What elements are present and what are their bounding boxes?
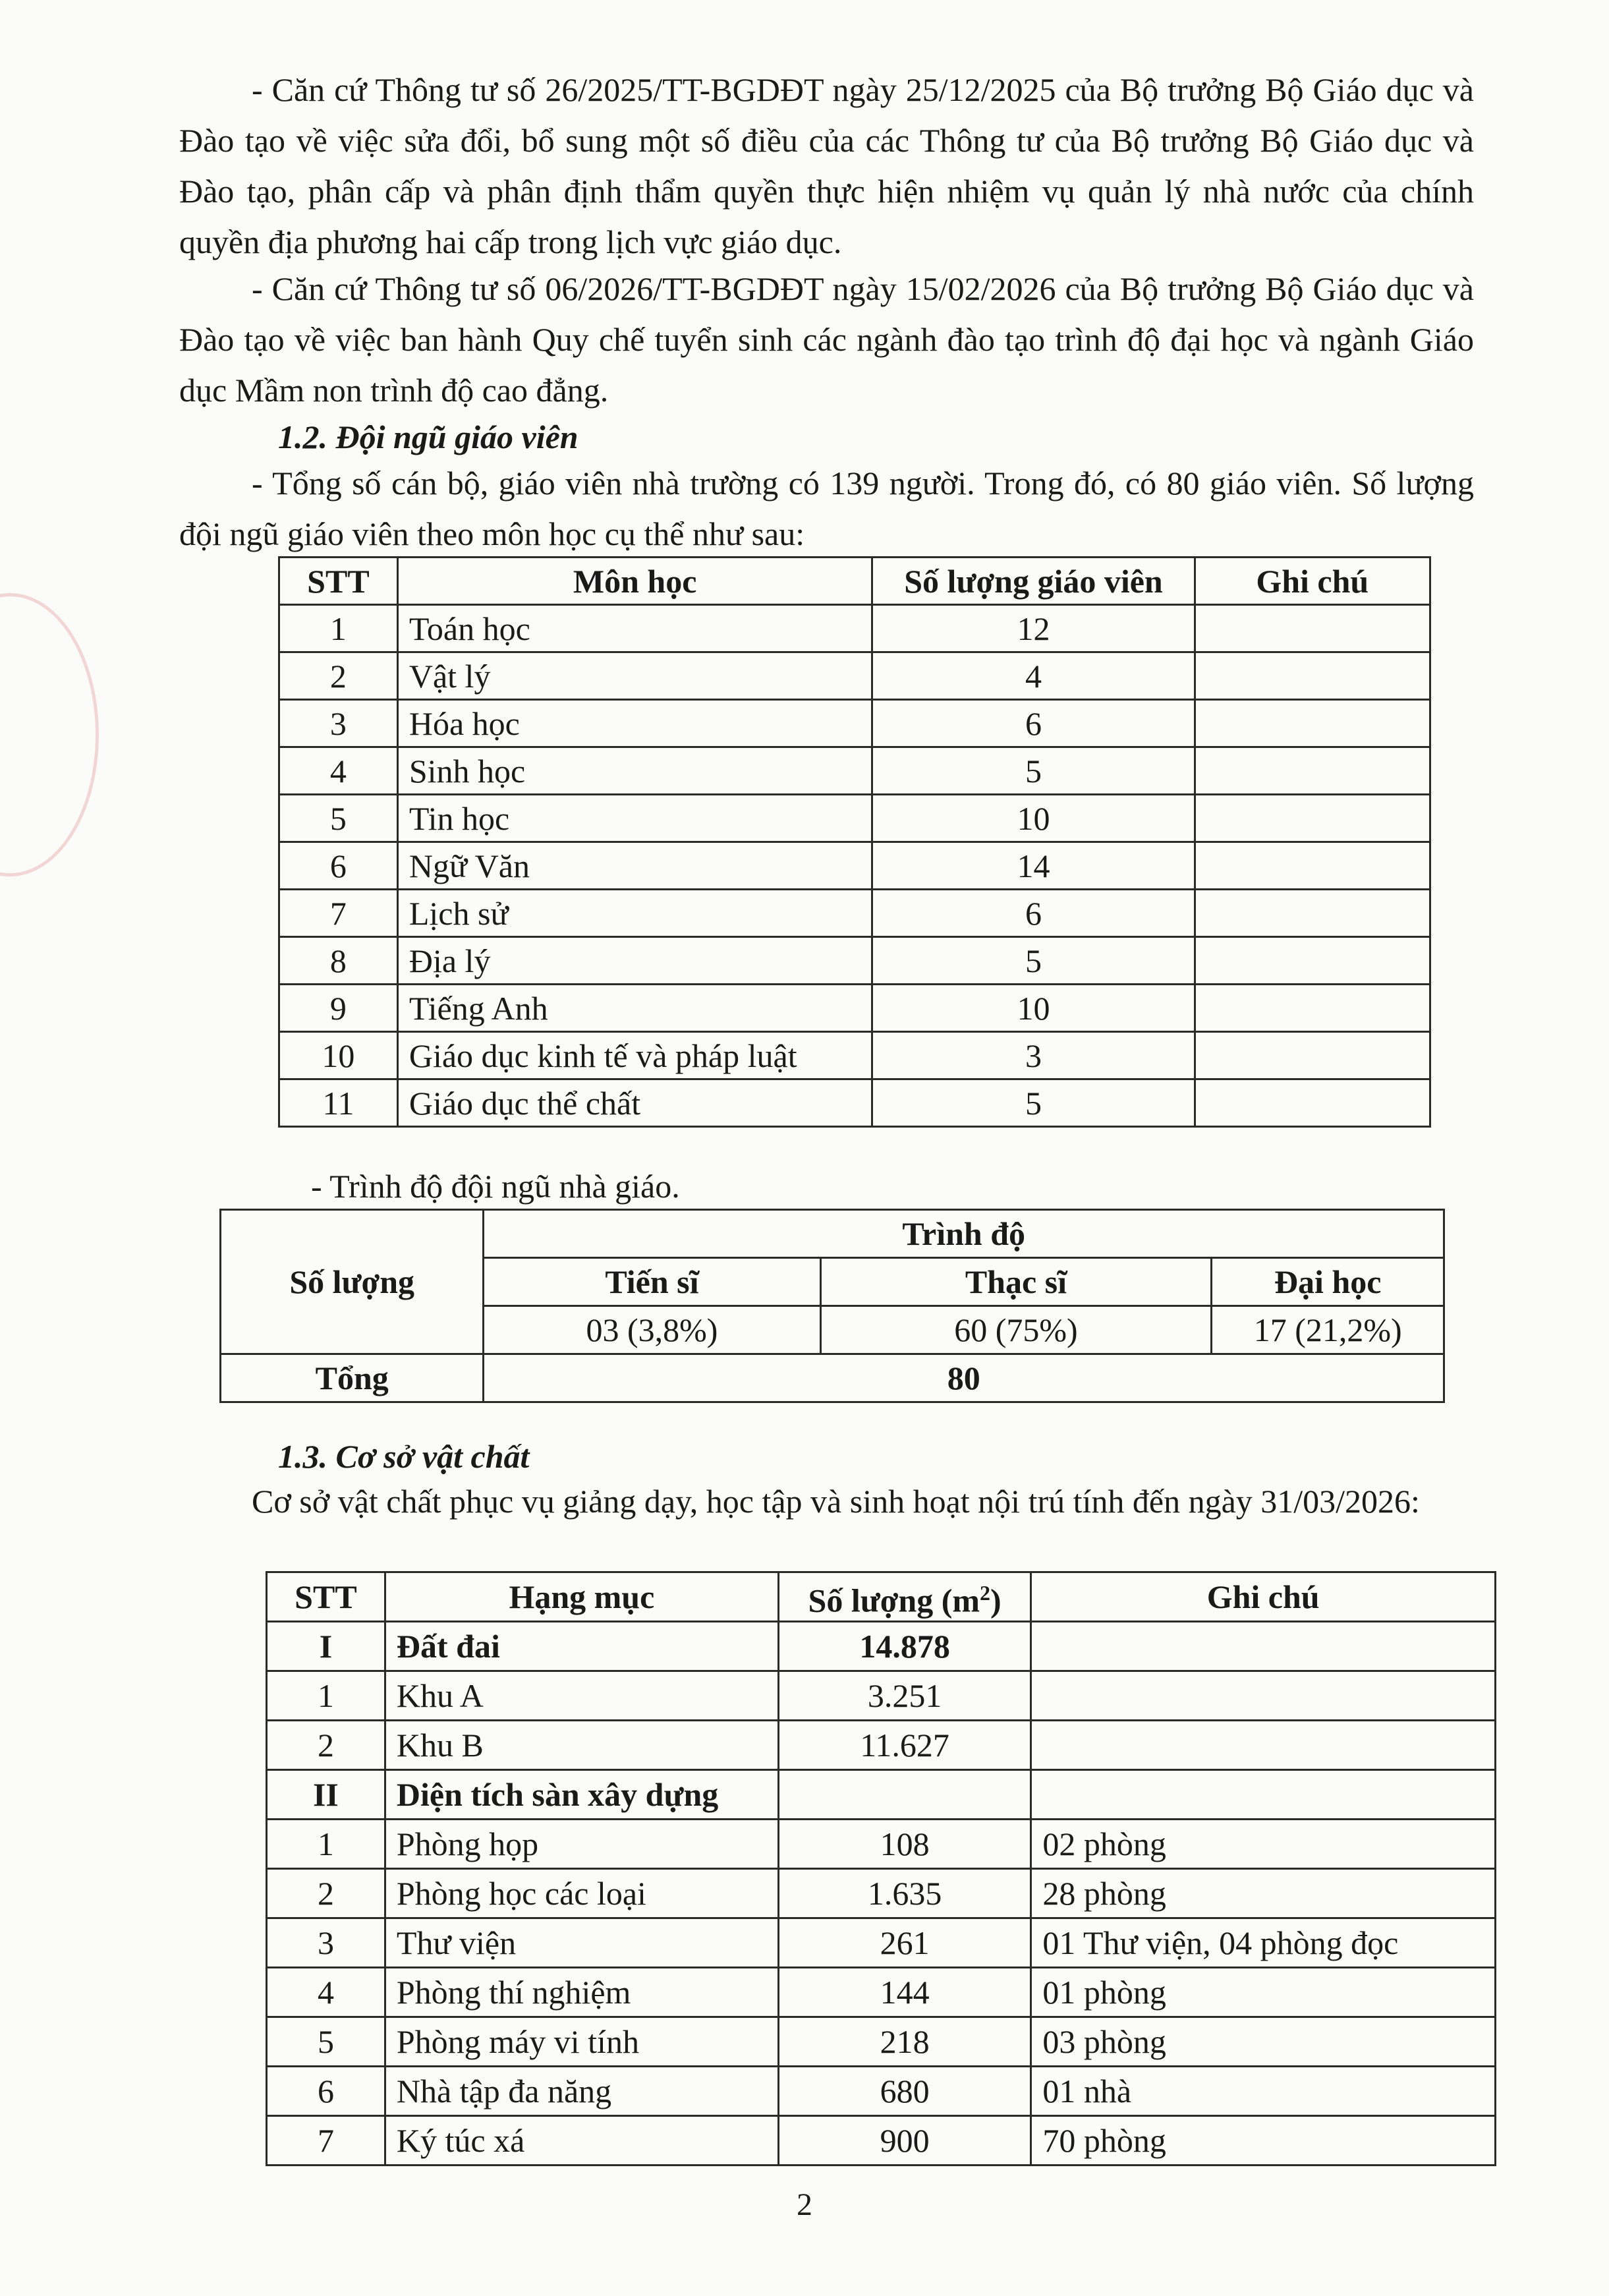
table-row [279,890,1430,937]
cell-stt: 6 [279,842,398,890]
cell-stt: 10 [279,1032,398,1079]
table-row [267,2116,1496,2166]
qualification-group-label: Trình độ [484,1210,1444,1258]
header-note: Ghi chú [1195,558,1430,605]
table-header-row [267,1572,1496,1622]
cell-subject: Sinh học [397,747,872,795]
cell-stt: 2 [267,1721,385,1770]
cell-area: 680 [778,2067,1030,2116]
cell-stt: 11 [279,1079,398,1127]
qualification-table [219,1209,1445,1403]
value-master: 60 (75%) [820,1306,1212,1354]
table-row [221,1354,1444,1402]
cell-subject: Giáo dục kinh tế và pháp luật [397,1032,872,1079]
cell-note [1195,1032,1430,1079]
table-row [279,652,1430,700]
qualification-intro: - Trình độ đội ngũ nhà giáo. [311,1168,680,1205]
cell-item: Khu B [385,1721,778,1770]
table-row [279,842,1430,890]
cell-note: 01 nhà [1031,2067,1496,2116]
cell-note: 02 phòng [1031,1820,1496,1869]
header-area-close: ) [990,1582,1002,1619]
cell-subject: Địa lý [397,937,872,985]
cell-note [1195,700,1430,747]
table-row [267,1770,1496,1820]
value-bachelor: 17 (21,2%) [1212,1306,1444,1354]
header-subject: Môn học [397,558,872,605]
cell-item: Phòng họp [385,1820,778,1869]
cell-stt: 8 [279,937,398,985]
cell-stt: I [267,1622,385,1671]
table-row [221,1210,1444,1258]
cell-area [778,1770,1030,1820]
cell-note [1195,652,1430,700]
facilities-table [266,1571,1496,2166]
cell-area: 1.635 [778,1869,1030,1918]
table-row [279,937,1430,985]
paragraph-circular-06: - Căn cứ Thông tư số 06/2026/TT-BGDĐT ngày 15/02/2026 của Bộ trưởng Bộ Giáo dục và Đào tạo về việc ban hành Quy chế tuyển sinh các ngành đào tạo trình độ đại học và ngành Giáo dục Mầm non trình độ cao đẳng. [179,270,1474,409]
cell-subject: Tin học [397,795,872,842]
table-row [279,985,1430,1032]
table-row [279,795,1430,842]
cell-area: 14.878 [778,1622,1030,1671]
cell-teacher-count: 10 [872,985,1195,1032]
cell-item: Đất đai [385,1622,778,1671]
cell-stt: 4 [267,1968,385,2017]
cell-stt: 1 [267,1820,385,1869]
table-row [267,1820,1496,1869]
page-number: 2 [797,2187,812,2222]
cell-note [1195,795,1430,842]
cell-item: Diện tích sàn xây dựng [385,1770,778,1820]
cell-note: 01 phòng [1031,1968,1496,2017]
header-stt: STT [279,558,398,605]
table-row [279,605,1430,652]
cell-note [1031,1770,1496,1820]
cell-stt: 9 [279,985,398,1032]
cell-teacher-count: 10 [872,795,1195,842]
cell-note [1195,842,1430,890]
cell-note [1031,1622,1496,1671]
cell-stt: 7 [279,890,398,937]
cell-stt: II [267,1770,385,1820]
paragraph-circular-26: - Căn cứ Thông tư số 26/2025/TT-BGDĐT ngày 25/12/2025 của Bộ trưởng Bộ Giáo dục và Đào tạo về việc sửa đổi, bổ sung một số điều của các Thông tư của Bộ trưởng Bộ Giáo dục và Đào tạo, phân cấp và phân định thẩm quyền thực hiện nhiệm vụ quản lý nhà nước của chính quyền địa phương hai cấp trong lịch vực giáo dục. [179,71,1474,260]
table-row [267,2067,1496,2116]
cell-note [1195,890,1430,937]
table-row [267,1869,1496,1918]
header-item: Hạng mục [385,1572,778,1622]
table-row [279,700,1430,747]
cell-stt: 1 [279,605,398,652]
cell-note [1195,605,1430,652]
cell-item: Phòng thí nghiệm [385,1968,778,2017]
cell-note [1195,747,1430,795]
cell-note [1031,1671,1496,1721]
count-label: Số lượng [221,1210,484,1354]
cell-teacher-count: 6 [872,700,1195,747]
cell-note: 03 phòng [1031,2017,1496,2067]
cell-note [1195,937,1430,985]
cell-area: 3.251 [778,1671,1030,1721]
cell-subject: Hóa học [397,700,872,747]
cell-area: 144 [778,1968,1030,2017]
cell-subject: Tiếng Anh [397,985,872,1032]
cell-stt: 3 [279,700,398,747]
table-row [267,1671,1496,1721]
cell-teacher-count: 4 [872,652,1195,700]
cell-area: 900 [778,2116,1030,2166]
table-row [267,2017,1496,2067]
cell-stt: 5 [267,2017,385,2067]
cell-note: 28 phòng [1031,1869,1496,1918]
table-row [267,1721,1496,1770]
cell-teacher-count: 6 [872,890,1195,937]
cell-note: 01 Thư viện, 04 phòng đọc [1031,1918,1496,1968]
cell-note: 70 phòng [1031,2116,1496,2166]
cell-area: 11.627 [778,1721,1030,1770]
level-bachelor: Đại học [1212,1258,1444,1306]
facilities-intro: Cơ sở vật chất phục vụ giảng dạy, học tập và sinh hoạt nội trú tính đến ngày 31/03/2026: [252,1483,1420,1520]
cell-teacher-count: 12 [872,605,1195,652]
cell-teacher-count: 5 [872,1079,1195,1127]
cell-item: Khu A [385,1671,778,1721]
level-master: Thạc sĩ [820,1258,1212,1306]
header-note: Ghi chú [1031,1572,1496,1622]
table-row [279,1032,1430,1079]
header-teacher-count: Số lượng giáo viên [872,558,1195,605]
cell-teacher-count: 5 [872,937,1195,985]
cell-item: Phòng học các loại [385,1869,778,1918]
cell-stt: 1 [267,1671,385,1721]
table-row [267,1918,1496,1968]
cell-area: 218 [778,2017,1030,2067]
cell-subject: Vật lý [397,652,872,700]
cell-note [1031,1721,1496,1770]
cell-subject: Ngữ Văn [397,842,872,890]
total-value: 80 [484,1354,1444,1402]
value-doctor: 03 (3,8%) [484,1306,820,1354]
table-row [267,1968,1496,2017]
cell-stt: 4 [279,747,398,795]
cell-item: Nhà tập đa năng [385,2067,778,2116]
cell-subject: Giáo dục thể chất [397,1079,872,1127]
total-label: Tổng [221,1354,484,1402]
cell-subject: Lịch sử [397,890,872,937]
level-doctor: Tiến sĩ [484,1258,820,1306]
teachers-by-subject-table [278,556,1431,1128]
cell-note [1195,1079,1430,1127]
cell-stt: 2 [279,652,398,700]
section-heading-staff: 1.2. Đội ngũ giáo viên [278,418,579,455]
section-heading-facilities: 1.3. Cơ sở vật chất [278,1438,530,1475]
table-row [279,747,1430,795]
cell-stt: 3 [267,1918,385,1968]
cell-stt: 6 [267,2067,385,2116]
cell-subject: Toán học [397,605,872,652]
table-row [267,1622,1496,1671]
header-area-sup: 2 [980,1581,991,1605]
header-area [778,1572,1030,1622]
cell-teacher-count: 14 [872,842,1195,890]
cell-item: Phòng máy vi tính [385,2017,778,2067]
header-area-text: Số lượng (m [808,1582,980,1619]
header-stt: STT [267,1572,385,1622]
cell-stt: 5 [279,795,398,842]
cell-stt: 7 [267,2116,385,2166]
cell-area: 261 [778,1918,1030,1968]
table-header-row [279,558,1430,605]
staff-intro: - Tổng số cán bộ, giáo viên nhà trường có 139 người. Trong đó, có 80 giáo viên. Số lượng đội ngũ giáo viên theo môn học cụ thể như sau: [179,465,1474,552]
cell-stt: 2 [267,1869,385,1918]
cell-teacher-count: 3 [872,1032,1195,1079]
cell-area: 108 [778,1820,1030,1869]
cell-item: Thư viện [385,1918,778,1968]
cell-note [1195,985,1430,1032]
table-row [279,1079,1430,1127]
red-seal-stamp [0,593,99,876]
cell-teacher-count: 5 [872,747,1195,795]
cell-item: Ký túc xá [385,2116,778,2166]
